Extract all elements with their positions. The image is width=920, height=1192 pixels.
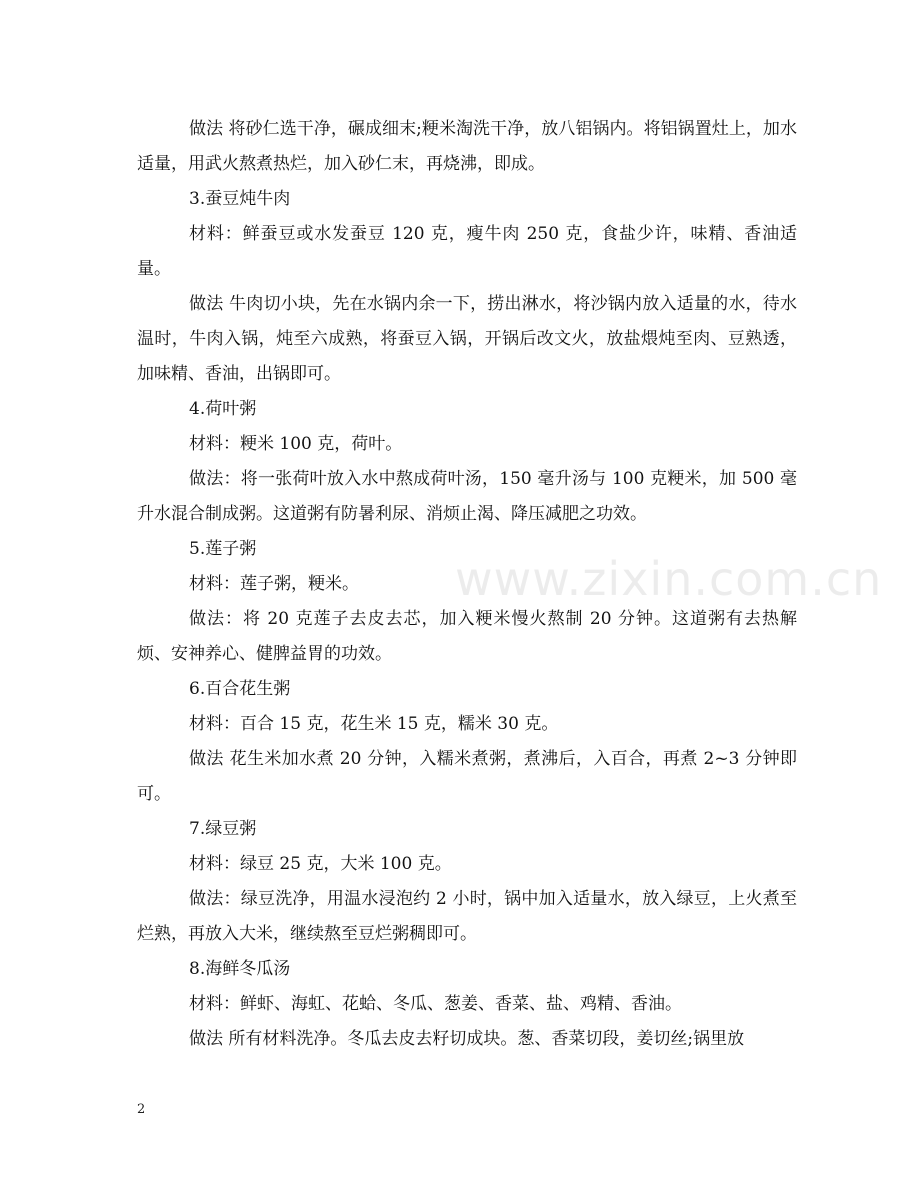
page-number: 2 [137, 1102, 146, 1117]
section-heading: 6.百合花生粥 [189, 679, 291, 699]
paragraph: 做法 牛肉切小块，先在水锅内余一下，捞出淋水，将沙锅内放入适量的水，待水温时，牛肉入锅，炖至六成熟，将蚕豆入锅，开锅后改文火，放盐煨炖至肉、豆熟透，加味精、香油，出锅即可。 [137, 294, 797, 384]
section-heading: 3.蚕豆炖牛肉 [189, 189, 291, 209]
paragraph: 材料：粳米 100 克，荷叶。 [189, 434, 403, 454]
paragraph: 做法：将一张荷叶放入水中熬成荷叶汤，150 毫升汤与 100 克粳米，加 500 毫升水混合制成粥。这道粥有防暑利尿、消烦止渴、降压减肥之功效。 [137, 469, 797, 524]
paragraph: 材料：百合 15 克，花生米 15 克，糯米 30 克。 [189, 714, 559, 734]
paragraph: 材料：莲子粥，粳米。 [189, 574, 359, 594]
paragraph: 做法：将 20 克莲子去皮去芯，加入粳米慢火熬制 20 分钟。这道粥有去热解烦、安神养心、健脾益胃的功效。 [137, 609, 797, 664]
watermark: www.zixin.com.cn [455, 552, 883, 606]
section-heading: 5.莲子粥 [189, 539, 257, 559]
document-body [137, 112, 797, 1057]
paragraph: 材料：绿豆 25 克，大米 100 克。 [189, 854, 452, 874]
paragraph: 做法 将砂仁选干净，碾成细末;粳米淘洗干净，放八铝锅内。将铝锅置灶上，加水适量，用武火熬煮热烂，加入砂仁末，再烧沸，即成。 [137, 119, 797, 174]
section-heading: 4.荷叶粥 [189, 399, 257, 419]
section-heading: 7.绿豆粥 [189, 819, 257, 839]
paragraph: 做法 花生米加水煮 20 分钟，入糯米煮粥，煮沸后，入百合，再煮 2~3 分钟即可。 [137, 749, 797, 804]
paragraph: 材料：鲜蚕豆或水发蚕豆 120 克，瘦牛肉 250 克，食盐少许，味精、香油适量。 [137, 224, 797, 279]
section-heading: 8.海鲜冬瓜汤 [189, 959, 291, 979]
paragraph: 做法 所有材料洗净。冬瓜去皮去籽切成块。葱、香菜切段，姜切丝;锅里放 [189, 1029, 745, 1049]
paragraph: 材料：鲜虾、海虹、花蛤、冬瓜、葱姜、香菜、盐、鸡精、香油。 [189, 994, 682, 1014]
paragraph: 做法：绿豆洗净，用温水浸泡约 2 小时，锅中加入适量水，放入绿豆，上火煮至烂熟，再放入大米，继续熬至豆烂粥稠即可。 [137, 889, 797, 944]
